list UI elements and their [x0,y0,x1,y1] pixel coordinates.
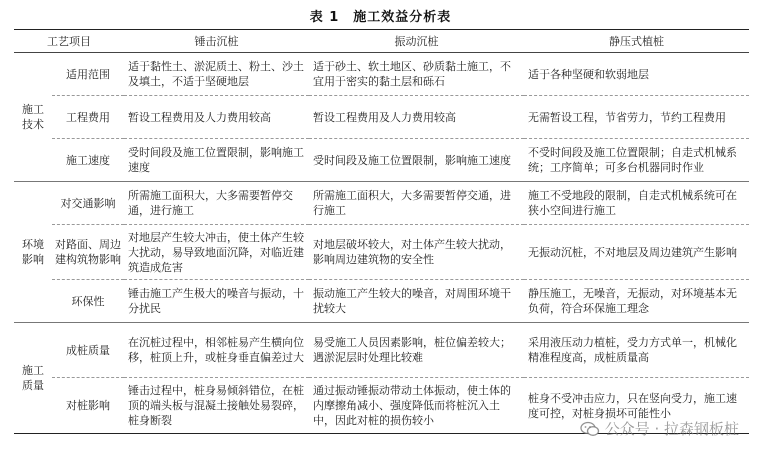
cell-hammer: 对地层产生较大冲击，使土体产生较大扰动，易导致地面沉降，对临近建筑造成危害 [124,225,309,280]
cell-hammer: 锤击施工产生极大的噪音与振动，十分扰民 [124,280,309,323]
cell-static: 无振动沉桩，不对地层及周边建筑产生影响 [524,225,749,280]
table-row [14,323,749,378]
header-row [14,30,749,53]
table-row [14,53,749,96]
cell-static: 桩身不受冲击应力，只在竖向受力，施工速度可控，对桩身损坏可能性小 [524,378,749,434]
row-item: 施工速度 [52,139,124,182]
row-item: 对交通影响 [52,182,124,225]
table-title: 表 1 施工效益分析表 [309,10,452,25]
cell-vibration: 振动施工产生较大的噪音，对周围环境干扰较大 [309,280,524,323]
row-item: 对桩影响 [52,378,124,434]
cell-vibration: 适于砂土、软土地区、砂质黏土施工，不宜用于密实的黏土层和砾石 [309,53,524,96]
cell-vibration: 受时间段及施工位置限制，影响施工速度 [309,139,524,182]
group-label: 施工质量 [14,323,52,434]
cell-vibration: 易受施工人员因素影响，桩位偏差较大；遇淤泥层时处理比较难 [309,323,524,378]
cell-vibration: 通过振动锤振动带动土体振动，使土体的内摩擦角减小、强度降低而将桩沉入土中，因此对桩的损伤较小 [309,378,524,434]
cell-static: 无需暂设工程，节省劳力，节约工程费用 [524,96,749,139]
table-row [14,96,749,139]
cell-static: 不受时间段及施工位置限制；自走式机械系统；工序简单；可多台机器同时作业 [524,139,749,182]
header-static-press-piling: 静压式植桩 [524,30,749,53]
cell-vibration: 所需施工面积大，大多需要暂停交通，进行施工 [309,182,524,225]
row-item: 环保性 [52,280,124,323]
cell-static: 静压施工，无噪音，无振动，对环境基本无负荷，符合环保施工理念 [524,280,749,323]
cell-hammer: 暂设工程费用及人力费用较高 [124,96,309,139]
table-row [14,182,749,225]
cell-hammer: 所需施工面积大，大多需要暂停交通，进行施工 [124,182,309,225]
cell-hammer: 锤击过程中，桩身易倾斜错位，在桩顶的端头板与混凝土接触处易裂碎，桩身断裂 [124,378,309,434]
table-row [14,139,749,182]
table-row [14,225,749,280]
header-vibration-piling: 振动沉桩 [309,30,524,53]
cell-hammer: 受时间段及施工位置限制，影响施工速度 [124,139,309,182]
header-hammer-piling: 锤击沉桩 [124,30,309,53]
group-label: 环境影响 [14,182,52,323]
wechat-icon [580,421,600,437]
table-row [14,280,749,323]
row-item: 对路面、周边建构筑物影响 [52,225,124,280]
construction-benefit-table [14,29,749,434]
row-item: 工程费用 [52,96,124,139]
cell-vibration: 对地层破坏较大，对土体产生较大扰动，影响周边建筑物的安全性 [309,225,524,280]
group-label: 施工技术 [14,53,52,182]
cell-static: 适于各种坚硬和软弱地层 [524,53,749,96]
row-item: 适用范围 [52,53,124,96]
cell-hammer: 适于黏性土、淤泥质土、粉土、沙土及填土，不适于坚硬地层 [124,53,309,96]
cell-hammer: 在沉桩过程中，相邻桩易产生横向位移，桩顶上升，或桩身垂直偏差过大 [124,323,309,378]
header-process-item: 工艺项目 [14,30,124,53]
watermark [580,418,739,439]
cell-static: 采用液压动力植桩，受力方式单一，机械化精准程度高，成桩质量高 [524,323,749,378]
watermark-text: 公众号 · 拉森钢板桩 [604,420,739,438]
cell-vibration: 暂设工程费用及人力费用较高 [309,96,524,139]
cell-static: 施工不受地段的限制，自走式机械系统可在狭小空间进行施工 [524,182,749,225]
row-item: 成桩质量 [52,323,124,378]
